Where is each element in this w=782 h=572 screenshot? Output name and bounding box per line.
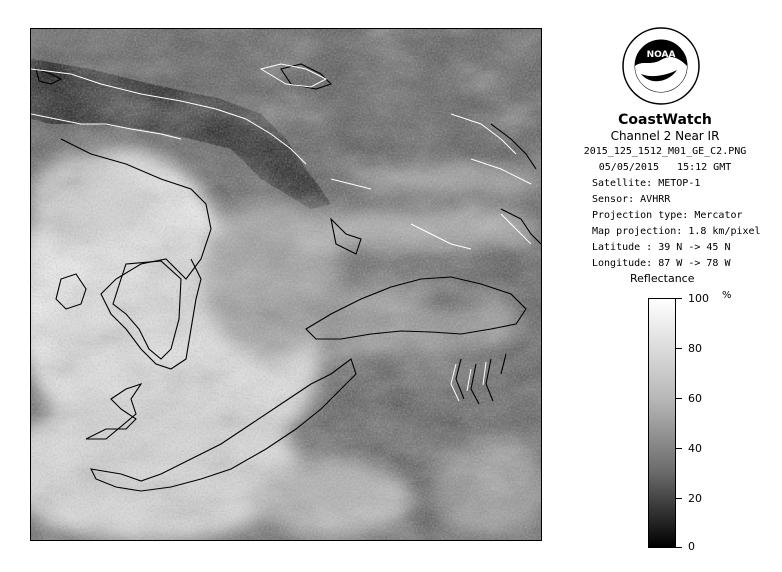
reflectance-colorbar [648, 298, 676, 548]
image-time: 15:12 GMT [677, 162, 732, 173]
channel-subtitle: Channel 2 Near IR [610, 129, 720, 143]
legend-tick-label: 20 [688, 492, 702, 505]
brand-title: CoastWatch [618, 112, 712, 128]
image-filename: 2015_125_1512_M01_GE_C2.PNG [583, 146, 747, 157]
legend-tick-mark [676, 547, 682, 548]
meta-longitude: Longitude: 87 W -> 78 W [592, 258, 731, 269]
image-datetime [560, 162, 770, 173]
meta-latitude: Latitude : 39 N -> 45 N [592, 242, 731, 253]
legend-tick-label: 80 [688, 342, 702, 355]
legend-tick-label: 40 [688, 442, 702, 455]
meta-satellite: Satellite: METOP-1 [592, 178, 701, 189]
legend-tick-label: 100 [688, 292, 709, 305]
legend-tick-mark [676, 348, 682, 349]
satellite-image [30, 28, 542, 541]
legend-tick-mark [676, 298, 682, 299]
legend-title: Reflectance [630, 272, 695, 285]
logo-center-text: NOAA [646, 50, 676, 60]
legend-tick-label: 0 [688, 540, 695, 553]
noaa-logo-icon [621, 26, 701, 106]
image-date: 05/05/2015 [598, 162, 659, 173]
meta-projection-type: Projection type: Mercator [592, 210, 743, 221]
legend-tick-mark [676, 498, 682, 499]
legend-tick-mark [676, 398, 682, 399]
meta-map-projection: Map projection: 1.8 km/pixel [592, 226, 761, 237]
legend-unit: % [722, 290, 732, 301]
legend-tick-mark [676, 448, 682, 449]
legend-tick-label: 60 [688, 392, 702, 405]
meta-sensor: Sensor: AVHRR [592, 194, 671, 205]
